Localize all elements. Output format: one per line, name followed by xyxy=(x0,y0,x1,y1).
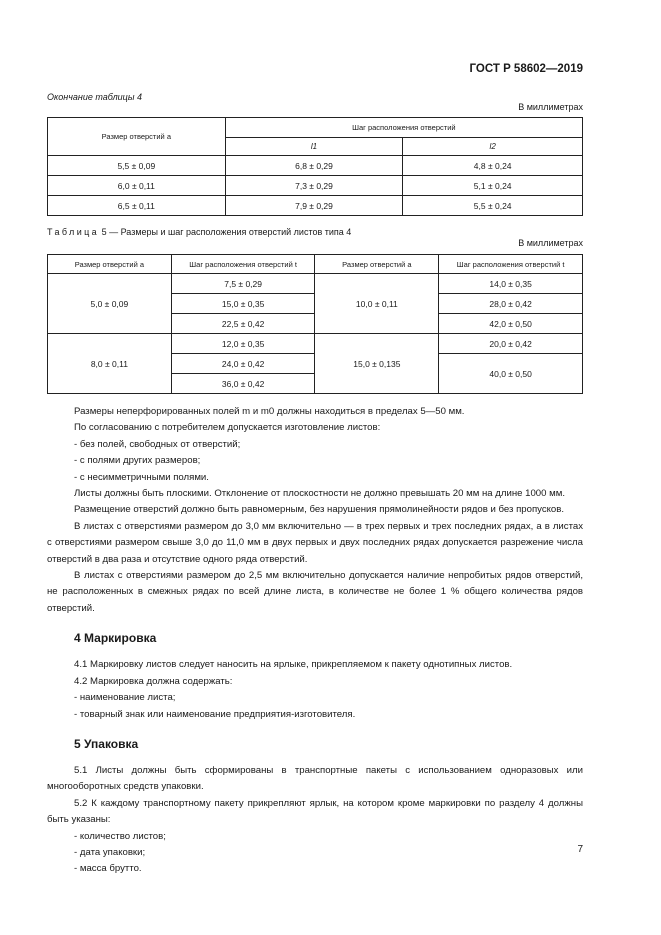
table-cell: 22,5 ± 0,42 xyxy=(171,314,315,334)
table-row xyxy=(48,176,583,196)
table-row xyxy=(48,156,583,176)
paragraph: Листы должны быть плоскими. Отклонение от плоскостности не должно превышать 20 мм на длине 1000 мм. xyxy=(74,488,566,500)
list-item: - с несимметричными полями. xyxy=(74,471,209,483)
table5-caption-text: 5 — Размеры и шаг расположения отверстий листов типа 4 xyxy=(99,227,352,237)
table-cell: 14,0 ± 0,35 xyxy=(439,274,583,294)
table-cell: 6,5 ± 0,11 xyxy=(48,196,226,216)
section-4-title: 4 Маркировка xyxy=(74,631,157,646)
paragraph: Размеры неперфорированных полей m и m0 должны находиться в пределах 5—50 мм. xyxy=(74,406,465,417)
table-4 xyxy=(47,117,583,216)
table-cell: 28,0 ± 0,42 xyxy=(439,294,583,314)
table5-caption xyxy=(47,227,351,237)
list-item: - масса брутто. xyxy=(74,863,142,875)
table-cell: 5,5 ± 0,24 xyxy=(403,196,583,216)
list-item: - дата упаковки; xyxy=(74,846,146,858)
table-cell: 15,0 ± 0,35 xyxy=(171,294,315,314)
table-cell: 8,0 ± 0,11 xyxy=(48,334,172,394)
table5-units: В миллиметрах xyxy=(518,238,583,248)
table4-header-size: Размер отверстий a xyxy=(48,118,226,156)
table-cell: 7,9 ± 0,29 xyxy=(225,196,403,216)
table4-units: В миллиметрах xyxy=(518,102,583,112)
paragraph: 4.1 Маркировку листов следует наносить на ярлыке, прикрепляемом к пакету однотипных листов. xyxy=(74,659,513,671)
list-item: - товарный знак или наименование предприятия-изготовителя. xyxy=(74,708,356,720)
table5-header-size-2: Размер отверстий a xyxy=(315,255,439,274)
paragraph: В листах с отверстиями размером до 2,5 мм включительно допускается наличие непробитых рядов отверстий, не расположенных в смежных рядах по всей длине листа, в количестве не более 1 % общего количества рядов отверстий. xyxy=(47,570,583,614)
table-cell: 36,0 ± 0,42 xyxy=(171,374,315,394)
table-cell: 5,5 ± 0,09 xyxy=(48,156,226,176)
list-item: - количество листов; xyxy=(74,830,166,842)
paragraph: 5.1 Листы должны быть сформированы в транспортные пакеты с использованием одноразовых или многооборотных средств упаковки. xyxy=(47,764,583,793)
table-cell: 7,5 ± 0,29 xyxy=(171,274,315,294)
table-cell: 24,0 ± 0,42 xyxy=(171,354,315,374)
page-number: 7 xyxy=(577,844,583,855)
table5-header-size-1: Размер отверстий a xyxy=(48,255,172,274)
table-row xyxy=(48,196,583,216)
paragraph: В листах с отверстиями размером до 3,0 мм включительно — в трех первых и трех последних рядах, а в листах с отверстиями размером свыше 3,0 до 11,0 мм в двух первых и двух последних рядах допускается разрежение числа отверстий в два раза и отсутствие одного ряда отверстий. xyxy=(47,520,583,565)
table-cell: 20,0 ± 0,42 xyxy=(439,334,583,354)
table5-header-pitch-2: Шаг расположения отверстий t xyxy=(439,255,583,274)
table5-caption-label: Таблица xyxy=(47,227,100,237)
table-cell: 5,0 ± 0,09 xyxy=(48,274,172,334)
table5-header-pitch-1: Шаг расположения отверстий t xyxy=(171,255,315,274)
list-item: - без полей, свободных от отверстий; xyxy=(74,438,241,450)
paragraph: Размещение отверстий должно быть равномерным, без нарушения прямолинейности рядов и без пропусков. xyxy=(74,504,565,516)
table-cell: 4,8 ± 0,24 xyxy=(403,156,583,176)
paragraph: 5.2 К каждому транспортному пакету прикрепляют ярлык, на котором кроме маркировки по разделу 4 должны быть указаны: xyxy=(47,797,583,826)
table-row xyxy=(48,334,583,354)
paragraph: 4.2 Маркировка должна содержать: xyxy=(74,675,233,687)
table-cell: 10,0 ± 0,11 xyxy=(315,274,439,334)
list-item: - с полями других размеров; xyxy=(74,455,201,467)
table4-header-l2: l2 xyxy=(403,138,583,156)
body-text xyxy=(47,404,583,878)
table4-header-l1: l1 xyxy=(225,138,403,156)
table-cell: 5,1 ± 0,24 xyxy=(403,176,583,196)
section-5-title: 5 Упаковка xyxy=(74,736,139,751)
table-cell: 42,0 ± 0,50 xyxy=(439,314,583,334)
table-5 xyxy=(47,254,583,394)
table-cell: 12,0 ± 0,35 xyxy=(171,334,315,354)
standard-number: ГОСТ Р 58602—2019 xyxy=(469,63,583,75)
table-cell: 6,8 ± 0,29 xyxy=(225,156,403,176)
table4-continuation-caption: Окончание таблицы 4 xyxy=(47,92,142,102)
list-item: - наименование листа; xyxy=(74,692,176,704)
table-cell: 6,0 ± 0,11 xyxy=(48,176,226,196)
table-cell: 15,0 ± 0,135 xyxy=(315,334,439,394)
table4-header-pitch: Шаг расположения отверстий xyxy=(225,118,582,138)
table-cell: 7,3 ± 0,29 xyxy=(225,176,403,196)
table-row xyxy=(48,274,583,294)
paragraph: По согласованию с потребителем допускается изготовление листов: xyxy=(74,422,381,434)
table-cell: 40,0 ± 0,50 xyxy=(439,354,583,394)
